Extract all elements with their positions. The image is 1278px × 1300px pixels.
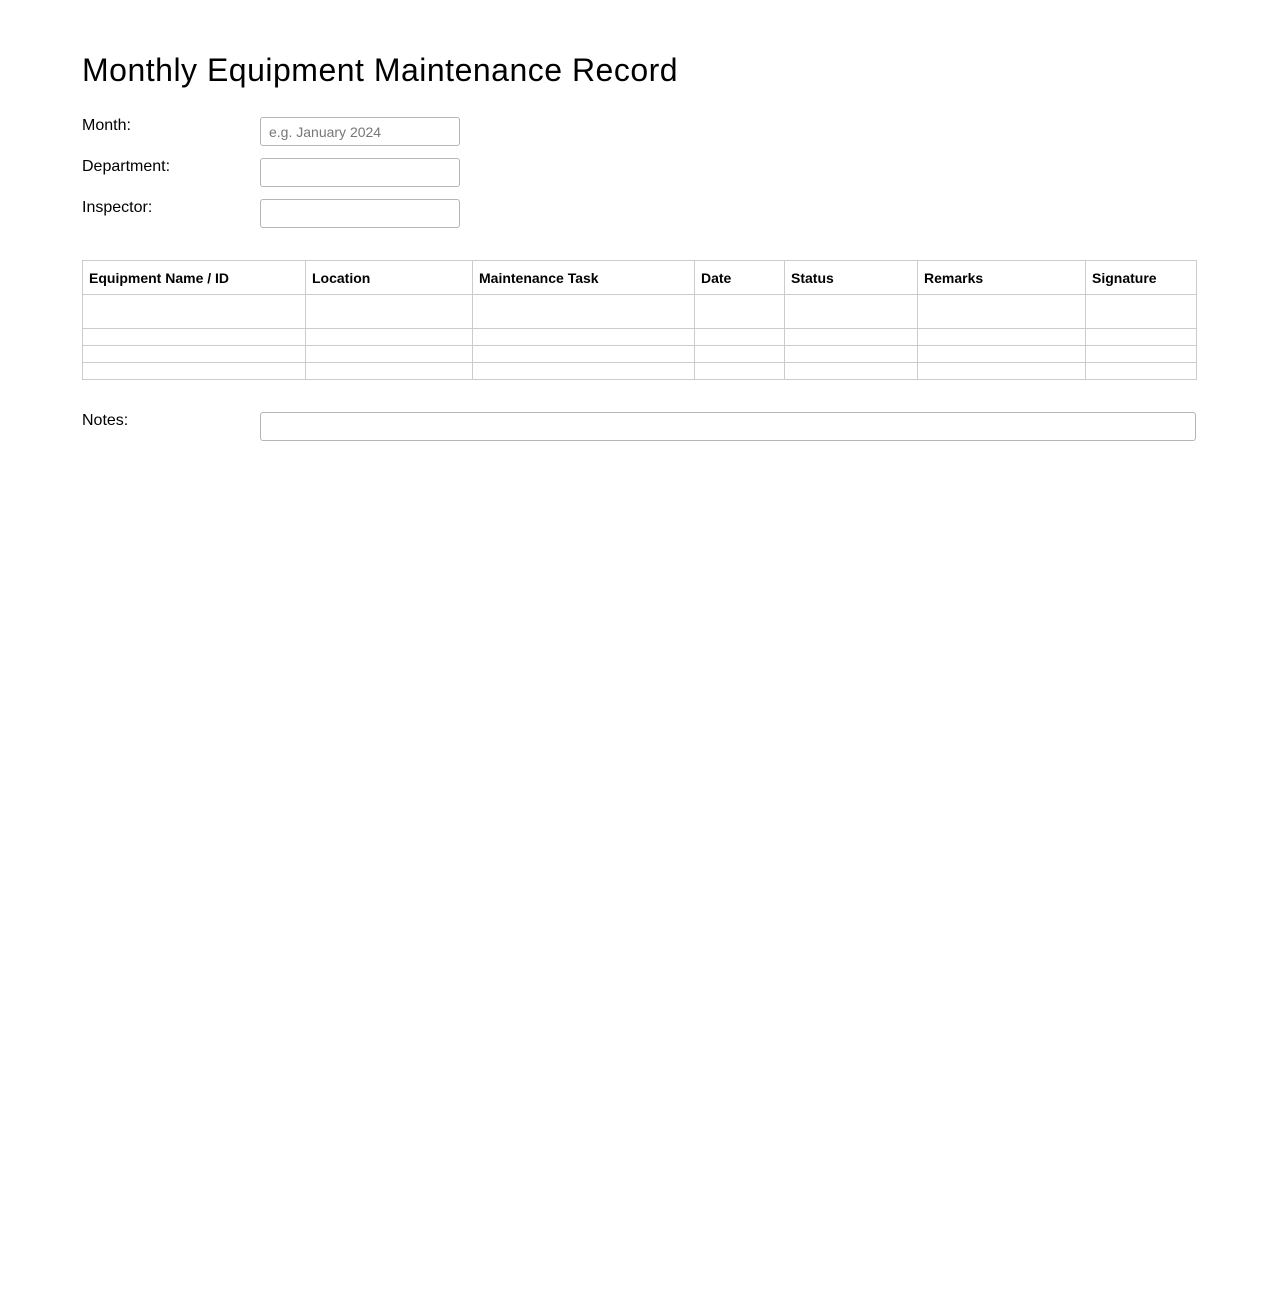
page-title: Monthly Equipment Maintenance Record bbox=[82, 52, 679, 88]
table-cell[interactable] bbox=[918, 363, 1086, 380]
table-cell[interactable] bbox=[306, 346, 473, 363]
inspector-input[interactable] bbox=[260, 199, 460, 228]
table-cell[interactable] bbox=[695, 295, 785, 329]
column-header-signature: Signature bbox=[1086, 261, 1197, 295]
notes-field-row bbox=[82, 412, 1196, 441]
table-cell[interactable] bbox=[1086, 295, 1197, 329]
column-header-status: Status bbox=[785, 261, 918, 295]
inspector-field-row bbox=[82, 199, 1196, 228]
table-cell[interactable] bbox=[473, 295, 695, 329]
table-cell[interactable] bbox=[83, 363, 306, 380]
table-cell[interactable] bbox=[695, 363, 785, 380]
table-row bbox=[83, 363, 1197, 380]
table-row bbox=[83, 346, 1197, 363]
table-cell[interactable] bbox=[306, 329, 473, 346]
table-cell[interactable] bbox=[1086, 346, 1197, 363]
table-row bbox=[83, 295, 1197, 329]
table-cell[interactable] bbox=[83, 329, 306, 346]
table-header-row bbox=[83, 261, 1197, 295]
table-cell[interactable] bbox=[695, 346, 785, 363]
month-input[interactable] bbox=[260, 117, 460, 146]
table-cell[interactable] bbox=[83, 346, 306, 363]
department-field-row bbox=[82, 158, 1196, 187]
notes-label: Notes: bbox=[82, 412, 129, 429]
table-cell[interactable] bbox=[918, 295, 1086, 329]
table-cell[interactable] bbox=[306, 363, 473, 380]
department-label: Department: bbox=[82, 158, 171, 175]
column-header-maintenance-task: Maintenance Task bbox=[473, 261, 695, 295]
table-row bbox=[83, 329, 1197, 346]
table-cell[interactable] bbox=[473, 363, 695, 380]
column-header-equipment: Equipment Name / ID bbox=[83, 261, 306, 295]
table-cell[interactable] bbox=[695, 329, 785, 346]
table-cell[interactable] bbox=[785, 363, 918, 380]
table-cell[interactable] bbox=[473, 346, 695, 363]
column-header-date: Date bbox=[695, 261, 785, 295]
table-cell[interactable] bbox=[785, 329, 918, 346]
month-label: Month: bbox=[82, 117, 131, 134]
table-cell[interactable] bbox=[306, 295, 473, 329]
maintenance-table bbox=[82, 260, 1197, 380]
table-cell[interactable] bbox=[473, 329, 695, 346]
column-header-remarks: Remarks bbox=[918, 261, 1086, 295]
column-header-location: Location bbox=[306, 261, 473, 295]
inspector-label: Inspector: bbox=[82, 199, 153, 216]
table-cell[interactable] bbox=[918, 329, 1086, 346]
table-cell[interactable] bbox=[918, 346, 1086, 363]
notes-input[interactable] bbox=[260, 412, 1196, 441]
table-cell[interactable] bbox=[1086, 329, 1197, 346]
table-cell[interactable] bbox=[785, 346, 918, 363]
table-cell[interactable] bbox=[83, 295, 306, 329]
table-cell[interactable] bbox=[1086, 363, 1197, 380]
department-input[interactable] bbox=[260, 158, 460, 187]
month-field-row bbox=[82, 117, 1196, 146]
table-cell[interactable] bbox=[785, 295, 918, 329]
